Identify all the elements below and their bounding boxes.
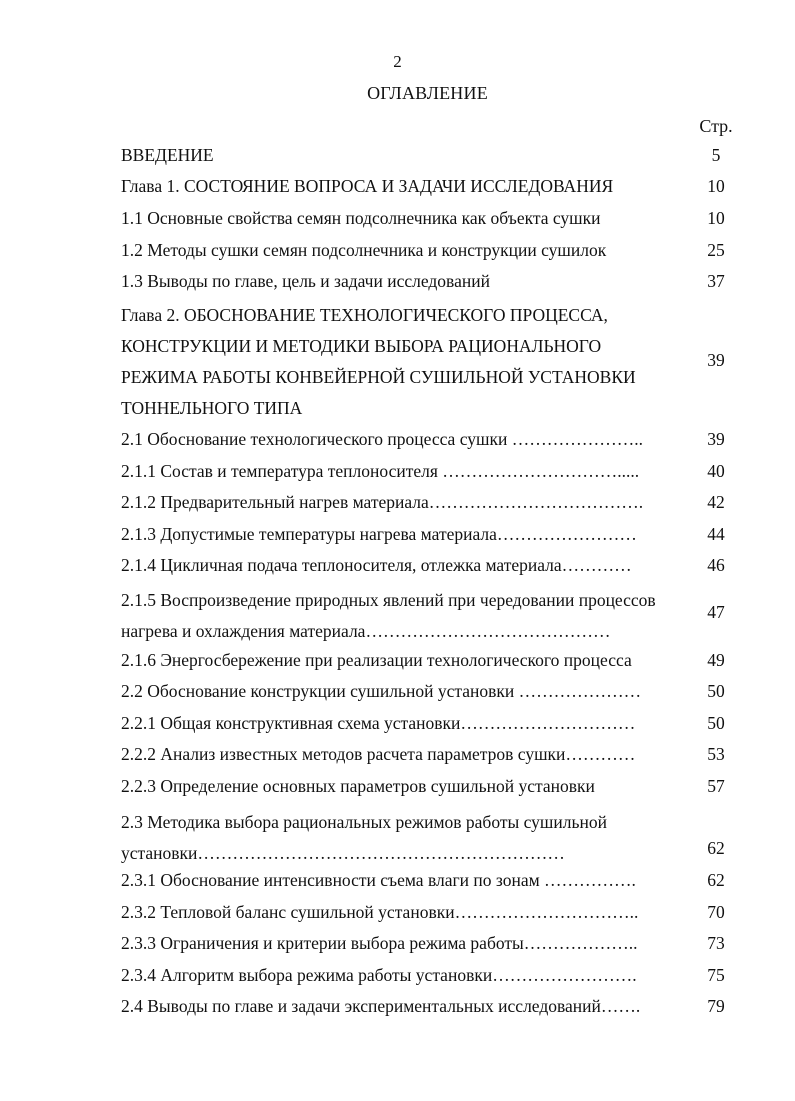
toc-entry-page: 10 <box>707 176 725 196</box>
toc-entry-text: Глава 1. СОСТОЯНИЕ ВОПРОСА И ЗАДАЧИ ИССЛЕДОВАНИЯ <box>121 176 614 196</box>
toc-entry-page: 57 <box>707 776 725 796</box>
toc-entry-page: 79 <box>707 996 725 1016</box>
toc-entry-page: 25 <box>707 240 725 260</box>
toc-entry-page: 70 <box>707 902 725 922</box>
page-title: ОГЛАВЛЕНИЕ <box>367 83 488 103</box>
toc-entry-text: Глава 2. ОБОСНОВАНИЕ ТЕХНОЛОГИЧЕСКОГО ПРОЦЕССА, КОНСТРУКЦИИ И МЕТОДИКИ ВЫБОРА РАЦИОНАЛЬНОГО РЕЖИМА РАБОТЫ КОНВЕЙЕРНОЙ СУШИЛЬНОЙ УСТАНОВКИ ТОННЕЛЬНОГО ТИПА <box>121 305 636 418</box>
toc-entry-page: 5 <box>711 145 721 165</box>
toc-entry-page: 37 <box>707 271 725 291</box>
toc-entry-text: 2.3.4 Алгоритм выбора режима работы установки……………………. <box>121 965 637 985</box>
toc-entry-text: 2.1 Обоснование технологического процесса сушки ………………….. <box>121 429 643 449</box>
toc-entry-page: 39 <box>707 350 725 370</box>
toc-entry-page: 44 <box>707 524 725 544</box>
toc-entry-text: 2.2.1 Общая конструктивная схема установки………………………… <box>121 713 636 733</box>
toc-entry <box>121 585 742 645</box>
toc-entry-page: 42 <box>707 492 725 512</box>
page-number: 2 <box>393 52 402 71</box>
toc-entry-text: 2.1.5 Воспроизведение природных явлений при чередовании процессов нагрева и охлаждения материала…………………………………… <box>121 590 656 641</box>
toc-entry-page: 62 <box>707 838 725 858</box>
toc-entry-page: 40 <box>707 461 725 481</box>
toc-entry-text: 2.3.1 Обоснование интенсивности съема влаги по зонам ……………. <box>121 870 636 890</box>
toc-entry-text: 2.3.2 Тепловой баланс сушильной установки………………………….. <box>121 902 639 922</box>
toc-entry-page: 75 <box>707 965 725 985</box>
toc-entry-page: 46 <box>707 555 725 575</box>
toc-entry <box>121 300 742 420</box>
toc-entry-page: 50 <box>707 681 725 701</box>
page-column-header: Стр. <box>699 116 733 136</box>
toc-entry-text: 2.4 Выводы по главе и задачи экспериментальных исследований……. <box>121 996 641 1016</box>
toc-entry-text: 2.1.2 Предварительный нагрев материала………………………………. <box>121 492 644 512</box>
toc-entry-text: ВВЕДЕНИЕ <box>121 145 214 165</box>
toc-entry <box>121 807 742 867</box>
toc-entry-page: 62 <box>707 870 725 890</box>
toc-entry-text: 2.2.3 Определение основных параметров сушильной установки <box>121 776 595 796</box>
toc-entry-text: 2.2 Обоснование конструкции сушильной установки ………………… <box>121 681 642 701</box>
toc-entry-text: 2.1.1 Состав и температура теплоносителя …………………………..... <box>121 461 640 481</box>
toc-entry-page: 50 <box>707 713 725 733</box>
toc-entry-text: 2.2.2 Анализ известных методов расчета параметров сушки………… <box>121 744 636 764</box>
toc-entry-page: 73 <box>707 933 725 953</box>
toc-entry-page: 47 <box>707 602 725 622</box>
toc-entry-page: 53 <box>707 744 725 764</box>
toc-entry-page: 10 <box>707 208 725 228</box>
toc-entry-text: 2.1.6 Энергосбережение при реализации технологического процесса <box>121 650 632 670</box>
toc-entry-page: 49 <box>707 650 725 670</box>
toc-entry-page: 39 <box>707 429 725 449</box>
toc-entry-text: 1.3 Выводы по главе, цель и задачи исследований <box>121 271 490 291</box>
toc-entry-text: 2.3.3 Ограничения и критерии выбора режима работы……………….. <box>121 933 638 953</box>
toc-entry-text: 1.2 Методы сушки семян подсолнечника и конструкции сушилок <box>121 240 607 260</box>
toc-entry-text: 2.1.3 Допустимые температуры нагрева материала…………………… <box>121 524 637 544</box>
toc-entry-text: 1.1 Основные свойства семян подсолнечника как объекта сушки <box>121 208 601 228</box>
toc-entry-text: 2.1.4 Цикличная подача теплоносителя, отлежка материала………… <box>121 555 632 575</box>
toc-entry-text: 2.3 Методика выбора рациональных режимов работы сушильной установки……………………………………………………… <box>121 812 607 863</box>
